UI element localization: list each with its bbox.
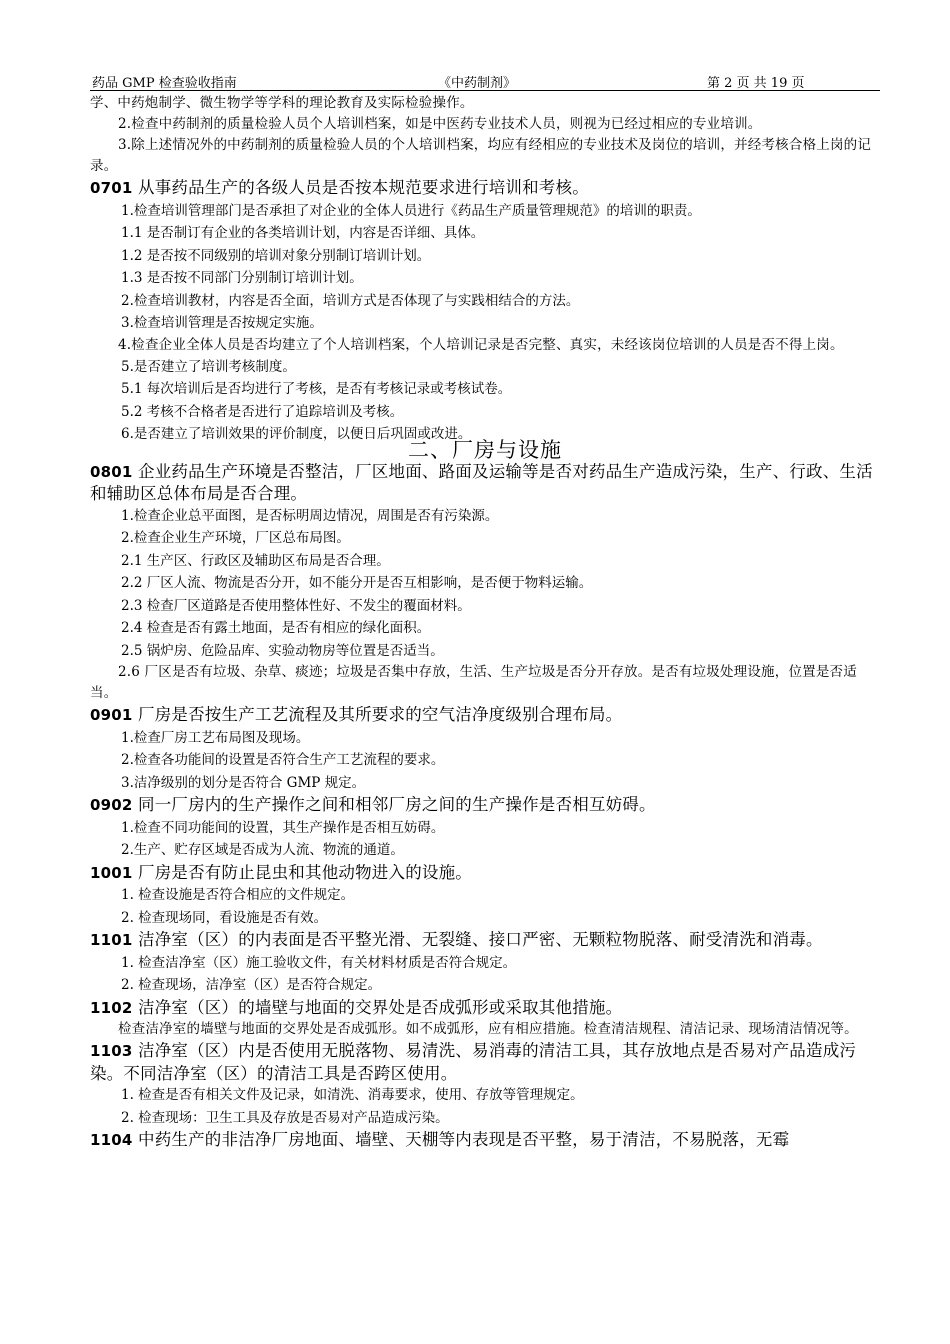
check-item: 2.生产、贮存区域是否成为人流、物流的通道。	[121, 842, 404, 858]
check-item: 1. 检查是否有相关文件及记录，如清洗、消毒要求，使用、存放等管理规定。	[121, 1087, 584, 1103]
check-item: 1.2 是否按不同级别的培训对象分别制订培训计划。	[121, 247, 431, 264]
header-left-title: 药品 GMP 检查验收指南	[92, 76, 237, 91]
check-item: 1. 检查设施是否符合相应的文件规定。	[121, 887, 355, 903]
clause-code: 1104	[90, 1131, 133, 1149]
paragraph: 3.除上述情况外的中药制剂的质量检验人员的个人培训档案，均应有经相应的专业技术及岗位的培训，并经考核合格上岗的记录。	[90, 137, 872, 174]
clause-code: 1101	[90, 931, 133, 949]
check-item: 2. 检查现场同，看设施是否有效。	[121, 909, 328, 926]
clause-heading	[90, 1129, 880, 1152]
clause-text: 洁净室（区）的内表面是否平整光滑、无裂缝、接口严密、无颗粒物脱落、耐受清洗和消毒。	[132, 930, 823, 949]
clause-heading	[90, 1040, 880, 1084]
check-item: 2.检查各功能间的设置是否符合生产工艺流程的要求。	[121, 752, 445, 768]
clause-heading	[90, 997, 880, 1020]
clause-text: 洁净室（区）内是否使用无脱落物、易清洗、易消毒的清洁工具，其存放地点是否易对产品造成污染。不同洁净室（区）的清洁工具是否跨区使用。	[90, 1041, 857, 1083]
check-item: 6.是否建立了培训效果的评价制度，以便日后巩固或改进。	[121, 426, 472, 442]
clause-heading	[90, 862, 880, 885]
clause-text: 同一厂房内的生产操作之间和相邻厂房之间的生产操作是否相互妨碍。	[132, 795, 656, 814]
header-center-title: 《中药制剂》	[438, 76, 517, 91]
clause-text: 厂房是否有防止昆虫和其他动物进入的设施。	[132, 862, 473, 882]
check-item: 1.检查企业总平面图，是否标明周边情况，周围是否有污染源。	[121, 507, 499, 524]
paragraph: 学、中药炮制学、微生物学等学科的理论教育及实际检验操作。	[90, 95, 474, 111]
clause-text: 中药生产的非洁净厂房地面、墙壁、天棚等内表现是否平整，易于清洁，不易脱落，无霉	[132, 1130, 790, 1149]
check-item: 1.检查培训管理部门是否承担了对企业的全体人员进行《药品生产质量管理规范》的培训的职责。	[121, 202, 701, 219]
check-item: 2.3 检查厂区道路是否使用整体性好、不发尘的覆面材料。	[121, 597, 471, 614]
check-item: 2.1 生产区、行政区及辅助区布局是否合理。	[121, 552, 390, 569]
check-item: 1.检查厂房工艺布局图及现场。	[121, 729, 310, 746]
section-title: 二、厂房与设施	[408, 437, 562, 462]
check-item: 5.2 考核不合格者是否进行了追踪培训及考核。	[121, 403, 404, 420]
clause-code: 1103	[90, 1042, 133, 1060]
clause-text: 从事药品生产的各级人员是否按本规范要求进行培训和考核。	[132, 178, 589, 197]
check-item: 5.1 每次培训后是否均进行了考核，是否有考核记录或考核试卷。	[121, 381, 512, 397]
page-header	[90, 70, 880, 91]
clause-code: 0901	[90, 706, 133, 724]
clause-code: 1001	[90, 863, 133, 882]
paragraph: 2.6 厂区是否有垃圾、杂草、痰迹；垃圾是否集中存放，生活、生产垃圾是否分开存放。是否有垃圾处理设施，位置是否适当。	[90, 664, 857, 701]
header-page-number: 第 2 页 共 19 页	[707, 76, 805, 91]
paragraph: 2.检查中药制剂的质量检验人员个人培训档案，如是中医药专业技术人员，则视为已经过相应的专业培训。	[118, 116, 762, 132]
check-item: 2.检查培训教材，内容是否全面，培训方式是否体现了与实践相结合的方法。	[121, 292, 580, 309]
clause-code: 0801	[90, 462, 133, 481]
document-body	[90, 93, 880, 1152]
check-item: 5.是否建立了培训考核制度。	[121, 358, 296, 375]
clause-text: 企业药品生产环境是否整洁，厂区地面、路面及运输等是否对药品生产造成污染，生产、行政、生活和辅助区总体布局是否合理。	[90, 461, 873, 503]
check-item: 2. 检查现场，洁净室（区）是否符合规定。	[121, 977, 382, 993]
clause-heading	[90, 929, 880, 952]
clause-code: 0902	[90, 796, 133, 814]
clause-heading	[90, 704, 880, 727]
check-item: 3.检查培训管理是否按规定实施。	[121, 315, 323, 331]
check-item: 1.1 是否制订有企业的各类培训计划，内容是否详细、具体。	[121, 225, 485, 241]
clause-heading	[90, 794, 880, 817]
document-page	[90, 70, 880, 1152]
clause-text: 厂房是否按生产工艺流程及其所要求的空气洁净度级别合理布局。	[132, 705, 623, 724]
check-item: 2. 检查现场：卫生工具及存放是否易对产品造成污染。	[121, 1109, 449, 1126]
check-item: 1.3 是否按不同部门分别制订培训计划。	[121, 270, 363, 286]
paragraph: 检查洁净室的墙壁与地面的交界处是否成弧形。如不成弧形，应有相应措施。检查清洁规程、清洁记录、现场清洁情况等。	[118, 1021, 858, 1037]
clause-heading	[90, 461, 880, 505]
clause-text: 洁净室（区）的墙壁与地面的交界处是否成弧形或采取其他措施。	[132, 997, 623, 1017]
check-item: 2.5 锅炉房、危险品库、实验动物房等位置是否适当。	[121, 642, 444, 659]
check-item: 1.检查不同功能间的设置，其生产操作是否相互妨碍。	[121, 819, 445, 836]
clause-heading	[90, 177, 880, 200]
check-item: 2.4 检查是否有露土地面，是否有相应的绿化面积。	[121, 620, 431, 636]
clause-code: 0701	[90, 179, 133, 197]
paragraph: 4.检查企业全体人员是否均建立了个人培训档案，个人培训记录是否完整、真实，未经该岗位培训的人员是否不得上岗。	[118, 336, 844, 353]
clause-code: 1102	[90, 998, 133, 1017]
check-item: 2.检查企业生产环境，厂区总布局图。	[121, 530, 350, 546]
check-item: 2.2 厂区人流、物流是否分开，如不能分开是否互相影响，是否便于物料运输。	[121, 575, 593, 591]
check-item: 1. 检查洁净室（区）施工验收文件，有关材料材质是否符合规定。	[121, 954, 517, 971]
check-item: 3.洁净级别的划分是否符合 GMP 规定。	[121, 774, 366, 791]
